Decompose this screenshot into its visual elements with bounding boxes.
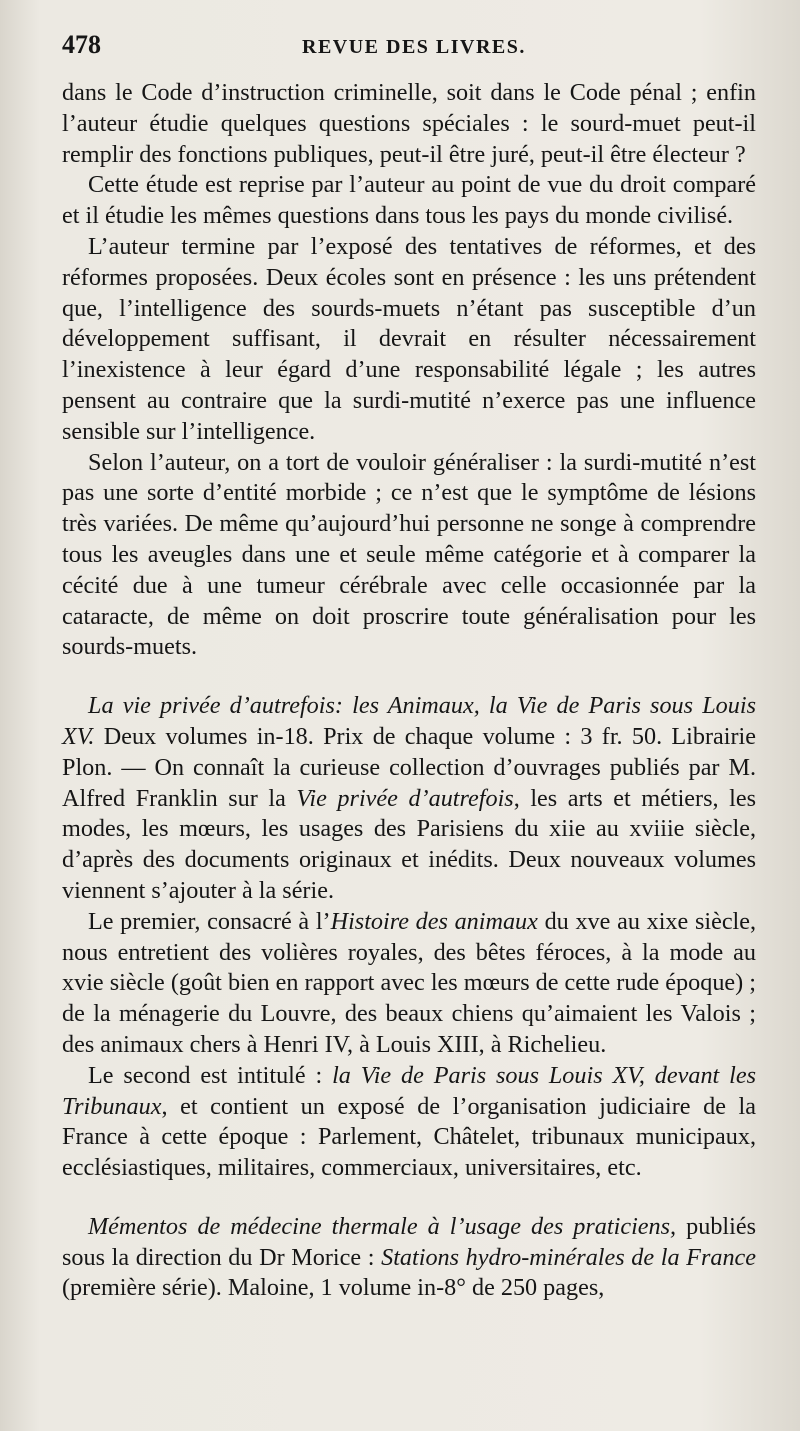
series-title: Vie privée d’autrefois xyxy=(296,784,514,812)
section-gap xyxy=(62,663,756,691)
review-mementos-text-c: (première série). Maloine, 1 volume in-8° de 250 pages, xyxy=(62,1274,605,1302)
vol1-text-d: siècle, nous entretient des volières royales, des bêtes féroces, à la mode au xyxy=(62,907,757,966)
review-franklin-vol2 xyxy=(62,1061,756,1184)
vol2-text-b: , et contient un exposé de l’organisation judiciaire de la France à cette époque : Parlement, Châtelet, tribunaux municipaux, ecclésiastiques, militaires, commerciaux, universitaires, etc. xyxy=(62,1092,756,1182)
vol1-text-c: au xyxy=(617,907,640,935)
vol1-text-a: Le premier, consacré à l’ xyxy=(88,907,331,935)
review-mementos-colon: : xyxy=(367,1243,375,1271)
review-mementos xyxy=(62,1212,756,1304)
review-franklin-title: La vie privée d’autrefois: les Animaux, la Vie de Paris sous Louis XV. xyxy=(62,692,756,750)
century-xviii: xviiie xyxy=(629,815,685,843)
century-xii: xiie xyxy=(549,815,586,843)
review-franklin-intro xyxy=(62,691,756,907)
review-mementos-title: Mémentos de médecine thermale à l’usage des praticiens, xyxy=(88,1212,677,1240)
vol1-text-e: siècle (goût bien en rapport avec les mœurs de cette rude époque) ; de la ménagerie du Louvre, des beaux chiens qu’aimaient les Valois ; des animaux chers à Henri IV, à Louis XIII, à Richelieu. xyxy=(62,969,756,1058)
paragraph-2: Cette étude est reprise par l’auteur au point de vue du droit comparé et il étudie les mêmes questions dans tous les pays du monde civilisé. xyxy=(62,171,756,230)
century-xv: xve xyxy=(575,907,611,935)
vol1-text-b: du xyxy=(544,907,569,935)
review-franklin-word-au: au xyxy=(595,815,619,843)
vol2-title: la Vie de Paris sous Louis XV, devant les Tribunaux xyxy=(62,1061,756,1120)
section-gap xyxy=(62,1184,756,1212)
vol1-title: Histoire des animaux xyxy=(330,907,538,935)
paragraph-4: Selon l’auteur, on a tort de vouloir généraliser : la surdi-mutité n’est pas une sorte d’entité morbide ; ce n’est que le symptôme de lésions très variées. De même qu’aujourd’hui personne ne songe à comprendre tous les aveugles dans une et seule même catégorie et à comparer la cécité due à une tumeur cérébrale avec celle occasionnée par la cataracte, de même on doit proscrire toute généralisation pour les sourds-muets. xyxy=(62,448,756,661)
running-title: REVUE DES LIVRES. xyxy=(302,36,526,58)
review-franklin-body-2: , les arts et métiers, les modes, les mœurs, les usages des Parisiens du xyxy=(62,784,756,843)
review-mementos-text-a: publiés sous la direction du xyxy=(62,1212,757,1271)
century-xvi: xvie xyxy=(62,969,104,997)
running-head xyxy=(62,30,756,78)
doctor-name: Dr Morice xyxy=(259,1243,362,1271)
review-franklin-vol1 xyxy=(62,907,756,1061)
review-franklin-body-3: siècle, d’après des documents originaux et inédits. Deux nouveaux volumes viennent s’ajouter à la série. xyxy=(62,815,757,904)
page-number: 478 xyxy=(62,30,101,59)
century-xix: xixe xyxy=(646,907,689,935)
review-mementos-subtitle: Stations hydro-minérales de la France xyxy=(381,1243,757,1271)
review-franklin-body: Deux volumes in-18. Prix de chaque volume : 3 fr. 50. Librairie Plon. — On connaît la curieuse collection d’ouvrages publiés par M. Alfred Franklin sur la xyxy=(62,722,757,812)
paragraph-3: L’auteur termine par l’exposé des tentatives de réformes, et des réformes proposées. Deux écoles sont en présence : les uns prétendent que, l’intelligence des sourds-muets n’étant pas susceptible d’un développement suffisant, il devrait en résulter nécessairement l’inexistence à leur égard d’une responsabilité légale ; les autres pensent au contraire que la surdi-mutité n’exerce pas une influence sensible sur l’intelligence. xyxy=(62,232,756,445)
paragraph-1: dans le Code d’instruction criminelle, soit dans le Code pénal ; enfin l’auteur étudie quelques questions spéciales : le sourd-muet peut-il remplir des fonctions publiques, peut-il être juré, peut-il être électeur ? xyxy=(62,79,756,168)
vol2-text-a: Le second est intitulé : xyxy=(88,1061,323,1089)
